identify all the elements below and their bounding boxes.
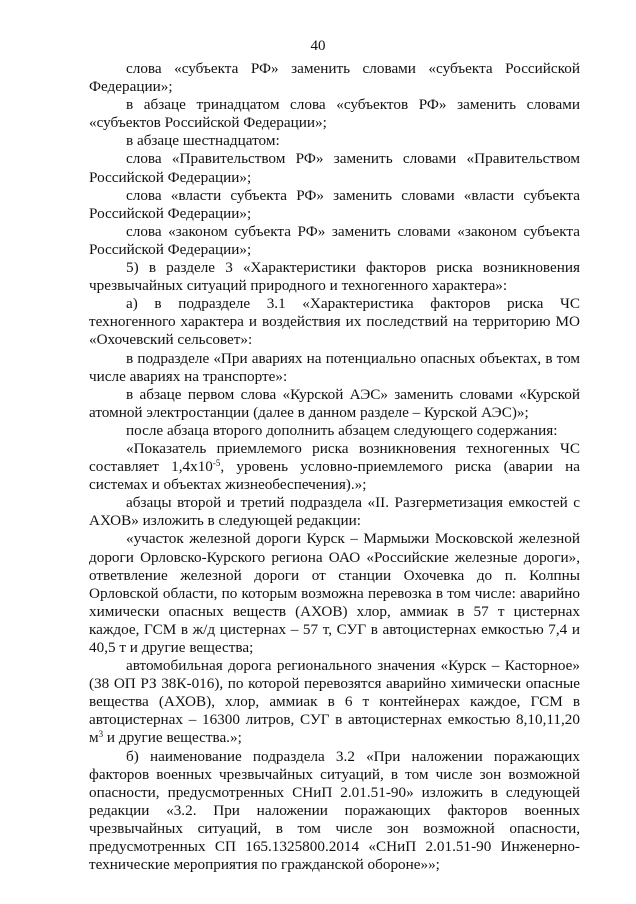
- paragraph-text: и другие вещества.»;: [103, 729, 242, 747]
- paragraph: «участок железной дороги Курск – Мармыжи Московской железной дороги Орловско-Курского региона ОАО «Российские железные дороги», ответвление железной дороги от станции Охочевка до п. Колпны Орловской области, по которым возможна перевозка в том числе: аварийно химически опасных веществ (АХОВ) хлор, аммиак в 57 т цистернах каждое, ГСМ в ж/д цистернах – 57 т, СУГ в автоцистернах емкостью 7,4 и 40,5 т и другие вещества;: [89, 530, 580, 656]
- document-body: [89, 60, 580, 874]
- paragraph-text: , уровень условно-приемлемого риска (аварии на системах и объектах жизнеобеспечения).»;: [89, 458, 580, 494]
- paragraph: после абзаца второго дополнить абзацем следующего содержания:: [126, 421, 558, 439]
- paragraph-text: автомобильная дорога регионального значения «Курск – Касторное» (38 ОП РЗ 38К-016), по которой перевозятся аварийно химически опасные вещества (АХОВ), хлор, аммиак в 6 т контейнерах каждое, ГСМ в автоцистернах – 16300 литров, СУГ в автоцистернах емкостью 8,10,11,20 м: [89, 657, 580, 747]
- paragraph: в абзаце первом слова «Курской АЭС» заменить словами «Курской атомной электростанции (далее в данном разделе – Курской АЭС)»;: [89, 385, 580, 421]
- paragraph-text: «Показатель приемлемого риска возникновения техногенных ЧС составляет 1,4х10: [89, 439, 580, 476]
- paragraph: слова «Правительством РФ» заменить словами «Правительством Российской Федерации»;: [89, 150, 580, 186]
- page-number: 40: [310, 38, 326, 54]
- paragraph: слова «власти субъекта РФ» заменить словами «власти субъекта Российской Федерации»;: [89, 186, 580, 222]
- superscript: 3: [98, 729, 104, 740]
- paragraph: [89, 440, 580, 494]
- paragraph: [89, 657, 580, 747]
- paragraph: абзацы второй и третий подраздела «II. Разгерметизация емкостей с АХОВ» изложить в следующей редакции:: [89, 494, 580, 530]
- paragraph: б) наименование подраздела 3.2 «При наложении поражающих факторов военных чрезвычайных ситуаций, в том числе зон возможной опасности, предусмотренных СНиП 2.01.51-90» изложить в следующей редакции «3.2. При наложении поражающих факторов военных чрезвычайных ситуаций, в том числе зон возможной опасности, предусмотренных СП 165.1325800.2014 «СНиП 2.01.51-90 Инженерно-технические мероприятия по гражданской обороне»»;: [89, 747, 580, 874]
- superscript: -5: [212, 458, 221, 469]
- paragraph: слова «законом субъекта РФ» заменить словами «законом субъекта Российской Федерации»;: [89, 222, 580, 258]
- paragraph: а) в подразделе 3.1 «Характеристика факторов риска ЧС техногенного характера и воздействия их последствий на территорию МО «Охочевский сельсовет»:: [89, 295, 580, 349]
- paragraph: в подразделе «При авариях на потенциально опасных объектах, в том числе авариях на транспорте»:: [89, 349, 580, 385]
- paragraph: слова «субъекта РФ» заменить словами «субъекта Российской Федерации»;: [89, 60, 580, 96]
- paragraph: в абзаце тринадцатом слова «субъектов РФ» заменить словами «субъектов Российской Федерации»;: [89, 96, 580, 132]
- paragraph: 5) в разделе 3 «Характеристики факторов риска возникновения чрезвычайных ситуаций природного и техногенного характера»:: [89, 259, 580, 295]
- paragraph: в абзаце шестнадцатом:: [126, 132, 280, 150]
